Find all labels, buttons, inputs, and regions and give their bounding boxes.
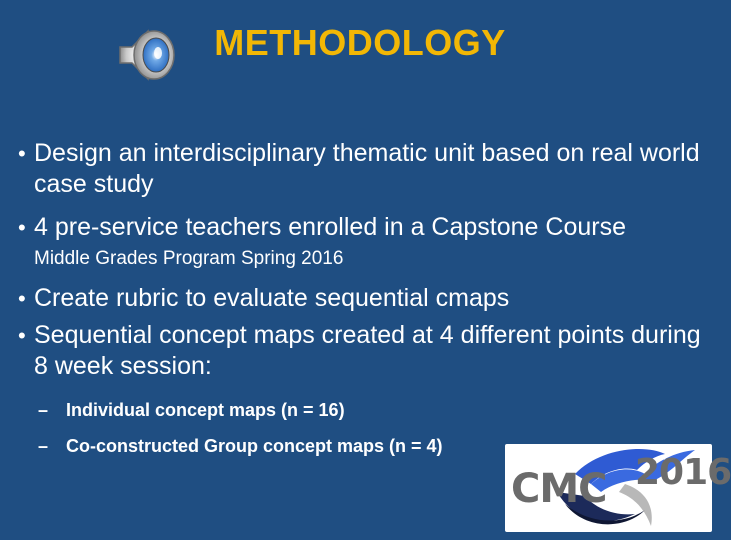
- bullet-text: Create rubric to evaluate sequential cmaps: [34, 284, 510, 312]
- bullet-text: Design an interdisciplinary thematic unit based on real world case study: [34, 139, 700, 198]
- bullet-marker: •: [18, 323, 26, 348]
- bullet-marker: •: [18, 286, 26, 311]
- bullet-item: [18, 212, 708, 243]
- slide-title: METHODOLOGY: [214, 22, 506, 63]
- dash-marker: –: [38, 436, 49, 456]
- bullet-text: 4 pre-service teachers enrolled in a Capstone Course: [34, 213, 626, 241]
- bullet-item: [18, 320, 708, 382]
- speaker-icon[interactable]: [118, 25, 180, 85]
- program-note: Middle Grades Program Spring 2016: [34, 248, 344, 269]
- bullet-marker: •: [18, 141, 26, 166]
- bullet-item: [18, 283, 708, 314]
- cmc-2016-logo: [505, 444, 731, 532]
- sub-item-text: Co-constructed Group concept maps (n = 4): [66, 436, 443, 456]
- bullet-text: Sequential concept maps created at 4 different points during 8 week session:: [34, 321, 701, 380]
- logo-left-text: CMC: [511, 466, 607, 512]
- sub-list-item: [18, 398, 708, 422]
- bullet-item: [18, 138, 708, 200]
- dash-marker: –: [38, 400, 49, 420]
- logo-right-text: 2016: [635, 452, 731, 493]
- bullet-list: [18, 138, 708, 458]
- sub-item-text: Individual concept maps (n = 16): [66, 400, 345, 420]
- bullet-marker: •: [18, 215, 26, 240]
